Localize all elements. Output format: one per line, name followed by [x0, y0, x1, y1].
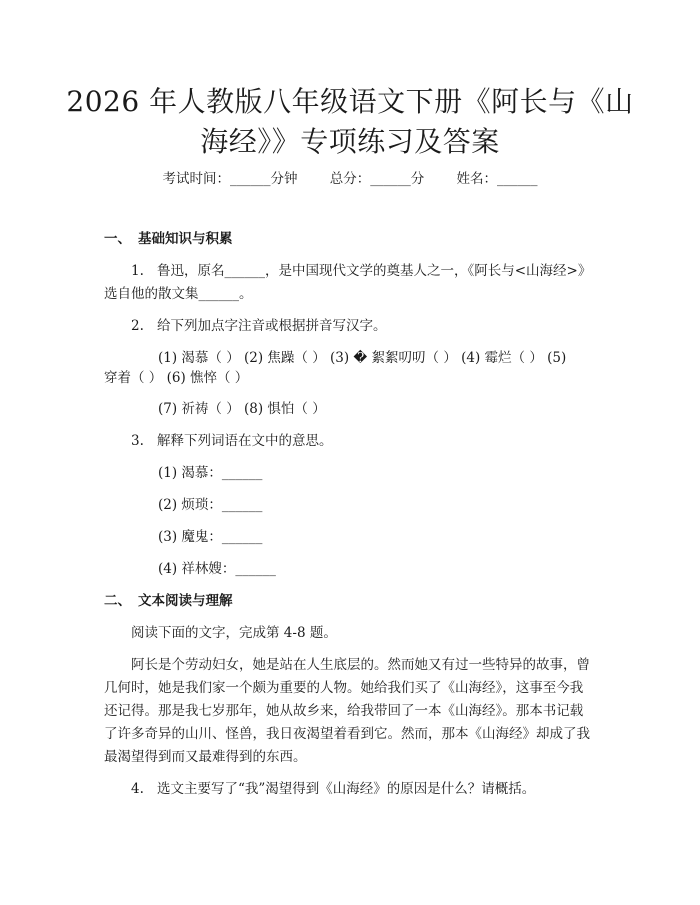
- q3-line: [131, 431, 333, 451]
- exam-time: 考试时间：______分钟: [162, 171, 298, 187]
- q2-row-1: (1) 渴慕（ ） (2) 焦躁（ ） (3) � 絮絮叨叨（ ） (4) 霉烂（ ） (5): [158, 350, 567, 366]
- q3-item: (3) 魔鬼：______: [158, 529, 263, 545]
- q1-line-2: 选自他的散文集______。: [104, 286, 253, 302]
- section-2-heading: [104, 591, 233, 611]
- passage-line: 几何时，她是我们家一个颇为重要的人物。她给我们买了《山海经》，这事至今我: [104, 680, 584, 696]
- q3-text: 解释下列词语在文中的意思。: [157, 433, 333, 449]
- section-1-heading: [104, 229, 233, 249]
- passage-line: 最渴望得到而又最难得到的东西。: [104, 749, 307, 765]
- exam-score: 总分：______分: [329, 171, 425, 187]
- passage-line: 还记得。那是我七岁那年，她从故乡来，给我带回了一本《山海经》。那本书记载: [104, 703, 584, 719]
- q2-number: 2.: [131, 318, 144, 334]
- q4-line: [131, 779, 535, 799]
- q1-number: 1.: [131, 263, 144, 279]
- q2-row-2: 穿着（ ） (6) 憔悴（ ）: [104, 370, 249, 386]
- exam-info: [0, 169, 700, 189]
- section-2-title: 文本阅读与理解: [138, 593, 233, 609]
- exam-name: 姓名：______: [456, 171, 538, 187]
- q3-number: 3.: [131, 433, 144, 449]
- q2-text: 给下列加点字注音或根据拼音写汉字。: [157, 318, 387, 334]
- q3-item: (1) 渴慕：______: [158, 465, 263, 481]
- q2-row-3: (7) 祈祷（ ） (8) 惧怕（ ）: [158, 401, 326, 417]
- section-2-number: 二、: [104, 593, 131, 609]
- passage-line: 阿长是个劳动妇女，她是站在人生底层的。然而她又有过一些特异的故事，曾: [131, 657, 590, 673]
- q2-line: [131, 316, 387, 336]
- q4-text: 选文主要写了“我”渴望得到《山海经》的原因是什么？请概括。: [157, 781, 536, 797]
- q3-item: (4) 祥林嫂：______: [158, 561, 276, 577]
- section-2-intro: 阅读下面的文字，完成第 4-8 题。: [131, 625, 337, 641]
- title-line-2: 海经》》专项练习及答案: [200, 125, 500, 158]
- passage-line: 了许多奇异的山川、怪兽，我日夜渴望着看到它。然而，那本《山海经》却成了我: [104, 726, 590, 742]
- q1-text-1: 鲁迅，原名______，是中国现代文学的奠基人之一，《阿长与<山海经>》: [157, 263, 592, 279]
- q1-line-1: [131, 261, 591, 281]
- q3-item: (2) 烦琐：______: [158, 497, 263, 513]
- section-1-title: 基础知识与积累: [138, 231, 233, 247]
- document-title: [60, 82, 640, 162]
- section-1-number: 一、: [104, 231, 131, 247]
- q4-number: 4.: [131, 781, 144, 797]
- title-line-1: 2026 年人教版八年级语文下册《阿长与《山: [66, 85, 634, 118]
